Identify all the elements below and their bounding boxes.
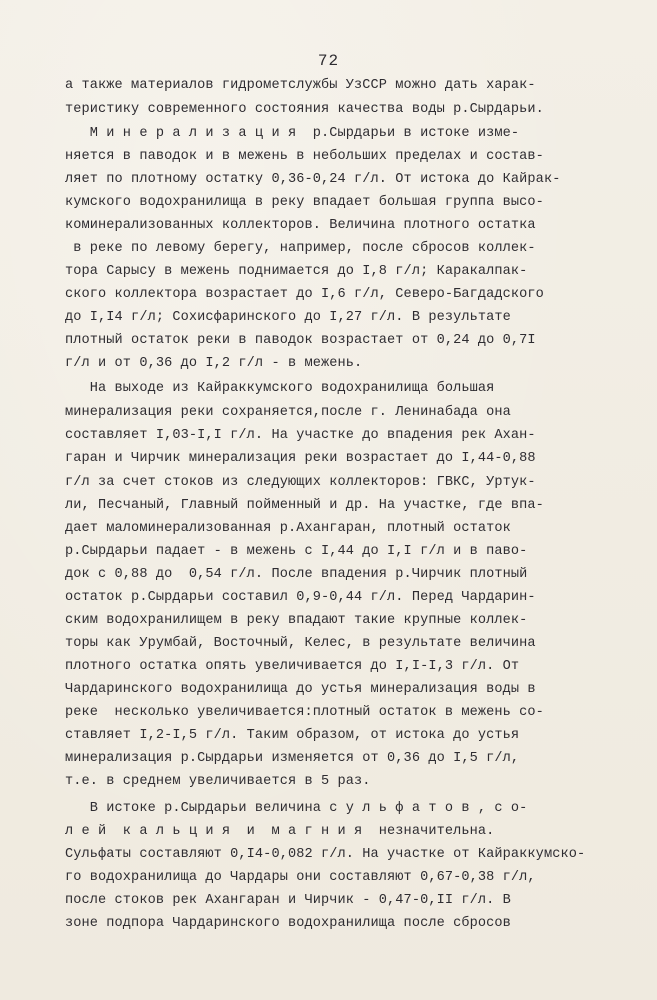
text-line: гаран и Чирчик минерализация реки возрастает до I,44-0,88 xyxy=(65,451,536,466)
text-line: теристику современного состояния качества воды р.Сырдарьи. xyxy=(65,102,544,117)
text-line: Чардаринского водохранилища до устья минерализация воды в xyxy=(65,682,536,697)
text-line: М и н е р а л и з а ц и я р.Сырдарьи в истоке изме- xyxy=(65,126,520,141)
text-line: дает маломинерализованная р.Ахангаран, плотный остаток xyxy=(65,521,511,536)
text-line: Сульфаты составляют 0,I4-0,082 г/л. На участке от Кайраккумско- xyxy=(65,847,586,862)
text-line: плотного остатка опять увеличивается до I,I-I,3 г/л. От xyxy=(65,659,520,674)
text-line: а также материалов гидрометслужбы УзССР можно дать харак- xyxy=(65,78,536,93)
text-line: л е й к а л ь ц и я и м а г н и я незначительна. xyxy=(65,824,495,839)
text-line: го водохранилища до Чардары они составляют 0,67-0,38 г/л, xyxy=(65,870,536,885)
text-line: остаток р.Сырдарьи составил 0,9-0,44 г/л. Перед Чардарин- xyxy=(65,590,536,605)
text-line: тора Сарысу в межень поднимается до I,8 г/л; Каракалпак- xyxy=(65,264,528,279)
text-line: в реке по левому берегу, например, после сбросов коллек- xyxy=(65,241,536,256)
text-line: минерализация р.Сырдарьи изменяется от 0,36 до I,5 г/л, xyxy=(65,751,520,766)
text-line: минерализация реки сохраняется,после г. Ленинабада она xyxy=(65,405,511,420)
text-line: ского коллектора возрастает до I,6 г/л, Северо-Багдадского xyxy=(65,287,544,302)
text-line: ским водохранилищем в реку впадают такие крупные коллек- xyxy=(65,613,528,628)
text-line: зоне подпора Чардаринского водохранилища после сбросов xyxy=(65,916,511,931)
text-line: составляет I,03-I,I г/л. На участке до впадения рек Ахан- xyxy=(65,428,536,443)
text-line: На выходе из Кайраккумского водохранилища большая xyxy=(65,381,495,396)
text-line: В истоке р.Сырдарьи величина с у л ь ф а т о в , с о- xyxy=(65,801,528,816)
text-line: кумского водохранилища в реку впадает большая группа высо- xyxy=(65,195,544,210)
text-line: ли, Песчаный, Главный пойменный и др. На участке, где впа- xyxy=(65,498,544,513)
text-line: г/л за счет стоков из следующих коллекторов: ГВКС, Уртук- xyxy=(65,475,536,490)
text-line: реке несколько увеличивается:плотный остаток в межень со- xyxy=(65,705,544,720)
text-line: няется в паводок и в межень в небольших пределах и состав- xyxy=(65,149,544,164)
text-line: торы как Урумбай, Восточный, Келес, в результате величина xyxy=(65,636,536,651)
text-line: плотный остаток реки в паводок возрастает от 0,24 до 0,7I xyxy=(65,333,536,348)
text-line: после стоков рек Ахангаран и Чирчик - 0,47-0,II г/л. В xyxy=(65,893,511,908)
text-line: док с 0,88 до 0,54 г/л. После впадения р.Чирчик плотный xyxy=(65,567,528,582)
text-line: ляет по плотному остатку 0,36-0,24 г/л. От истока до Кайрак- xyxy=(65,172,561,187)
text-line: т.е. в среднем увеличивается в 5 раз. xyxy=(65,774,371,789)
text-line: до I,I4 г/л; Сохисфаринского до I,27 г/л. В результате xyxy=(65,310,511,325)
text-line: р.Сырдарьи падает - в межень с I,44 до I,I г/л и в паво- xyxy=(65,544,528,559)
page-number: 72 xyxy=(317,52,340,70)
text-line: г/л и от 0,36 до I,2 г/л - в межень. xyxy=(65,356,363,371)
text-line: ставляет I,2-I,5 г/л. Таким образом, от истока до устья xyxy=(65,728,520,743)
text-line: коминерализованных коллекторов. Величина плотного остатка xyxy=(65,218,536,233)
